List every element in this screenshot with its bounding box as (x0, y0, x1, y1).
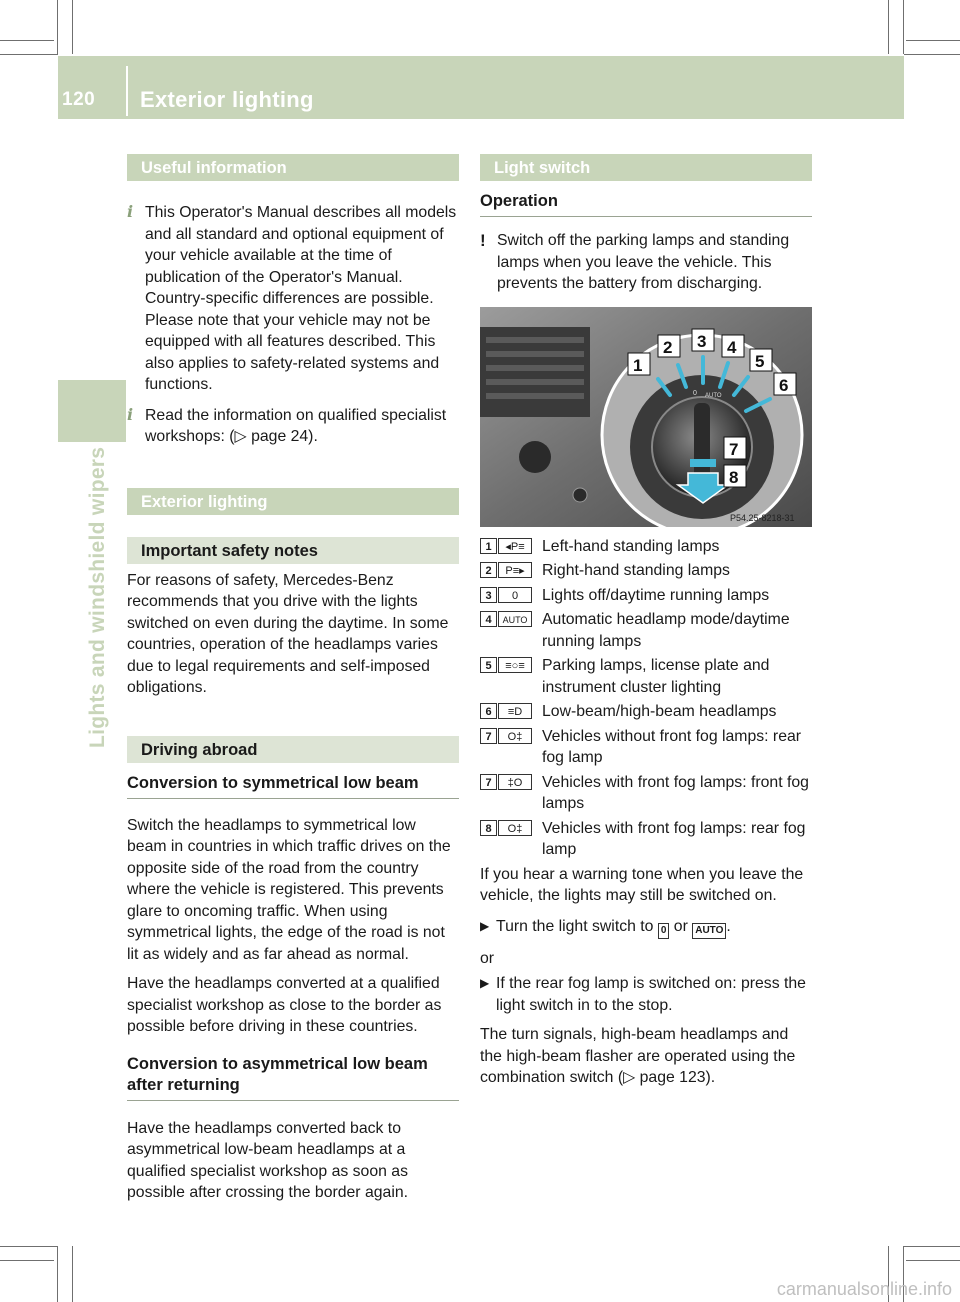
section-bar-light-switch: Light switch (480, 154, 812, 181)
air-vent-slat (486, 379, 584, 385)
asymmetrical-paragraph: Have the headlamps converted back to asymmetrical low-beam headlamps at a qualified specialist workshop as soon as possible after crossing the border again. (127, 1119, 408, 1201)
switch-position-auto-key: AUTO (692, 923, 726, 939)
legend-key (480, 657, 532, 673)
info-icon: i (127, 202, 134, 221)
switch-position-0-key: 0 (658, 923, 670, 939)
legend-text: Vehicles without front fog lamps: rear fog lamp (542, 727, 802, 766)
heading-asymmetrical: Conversion to asymmetrical low beam after returning (127, 1054, 459, 1101)
legend-key (480, 820, 532, 836)
legend-number: 3 (480, 587, 497, 603)
callout-label-7: 7 (729, 439, 739, 459)
crop-mark (906, 40, 960, 41)
legend-number: 7 (480, 774, 497, 790)
legend-item (480, 560, 812, 582)
step-arrow-icon: ▶ (480, 976, 490, 990)
crop-mark (903, 0, 904, 54)
crop-mark (0, 1246, 58, 1247)
left-column (127, 154, 459, 1204)
right-standing-lamp-icon: P≡▸ (498, 562, 532, 578)
symmetrical-paragraph-2: Have the headlamps converted at a qualified specialist workshop as close to the border as possible before driving in these countries. (127, 975, 442, 1035)
crop-mark (0, 54, 58, 55)
chapter-label: Lights and windshield wipers (86, 446, 109, 748)
rear-fog-lamp-icon: O‡ (498, 728, 532, 744)
legend-item (480, 818, 812, 861)
crop-mark (0, 1260, 54, 1261)
auto-headlamp-icon: AUTO (498, 611, 532, 627)
left-standing-lamp-icon: ◂P≡ (498, 538, 532, 554)
legend-key (480, 611, 532, 627)
legend-number: 1 (480, 538, 497, 554)
info-note-text: Read the information on qualified specialist workshops: (▷ page 24). (145, 406, 447, 445)
safety-paragraph: For reasons of safety, Mercedes-Benz recommends that you drive with the lights switched on even during the daytime. In some countries, operation of the headlamps varies due to legal requirements and self-imposed obligations. (127, 571, 449, 696)
crop-mark (72, 0, 73, 54)
legend-item (480, 655, 812, 698)
chapter-tab (58, 380, 126, 442)
warning-note (480, 230, 812, 295)
legend-text: Vehicles with front fog lamps: rear fog lamp (542, 819, 806, 858)
parking-brake-button (573, 488, 587, 502)
warning-text: Switch off the parking lamps and standing lamps when you leave the vehicle. This prevents the battery from discharging. (497, 232, 790, 292)
heading-symmetrical: Conversion to symmetrical low beam (127, 773, 459, 799)
legend-item (480, 585, 812, 607)
info-note (127, 202, 459, 396)
rear-fog-lamp-icon: O‡ (498, 820, 532, 836)
callout-label-8: 8 (729, 467, 739, 487)
crop-mark (72, 1246, 73, 1302)
lights-off-icon: 0 (498, 587, 532, 603)
legend-number: 2 (480, 562, 497, 578)
legend-number: 6 (480, 703, 497, 719)
legend-key (480, 703, 532, 719)
callout-label-3: 3 (697, 331, 707, 351)
legend-key (480, 562, 532, 578)
legend-text: Left-hand standing lamps (542, 537, 720, 555)
instruction-step (480, 973, 812, 1016)
push-arrow-bar (690, 459, 716, 467)
step-text: or (673, 917, 688, 935)
callout-label-4: 4 (727, 337, 737, 357)
legend-text: Right-hand standing lamps (542, 562, 730, 579)
subsection-bar-driving-abroad: Driving abroad (127, 736, 459, 763)
legend-key (480, 587, 532, 603)
legend-key (480, 774, 532, 790)
legend-text: Low-beam/high-beam headlamps (542, 703, 777, 720)
callout-label-2: 2 (663, 337, 673, 357)
crop-mark (904, 54, 960, 55)
page-title: Exterior lighting (140, 87, 314, 112)
step-text: Turn the light switch to (496, 917, 654, 935)
or-text: or (480, 949, 495, 967)
header-divider (126, 66, 128, 116)
section-bar-useful-information: Useful information (127, 154, 459, 181)
switch-marking-auto: AUTO (705, 392, 722, 399)
legend-text: Vehicles with front fog lamps: front fog lamps (542, 773, 809, 812)
info-note (127, 405, 459, 448)
symmetrical-paragraph: Switch the headlamps to symmetrical low beam in countries in which traffic drives on the opposite side of the road from the country where the vehicle is registered. This prevents glare to oncoming traffic. When using symmetrical lights, the edge of the road is not lit as widely and as far ahead as normal. (127, 816, 451, 963)
turn-signal-paragraph: The turn signals, high-beam headlamps and the high-beam flasher are operated using the combination switch (▷ page 123). (480, 1026, 796, 1086)
legend-number: 7 (480, 728, 497, 744)
section-bar-exterior-lighting: Exterior lighting (127, 488, 459, 515)
callout-label-6: 6 (779, 375, 789, 395)
air-vent-slat (486, 365, 584, 371)
crop-mark (0, 40, 54, 41)
instruction-step (480, 916, 812, 939)
air-vent-slat (486, 351, 584, 357)
callout-label-5: 5 (755, 351, 765, 371)
step-arrow-icon: ▶ (480, 918, 490, 933)
legend-list (480, 536, 812, 861)
warning-tone-paragraph: If you hear a warning tone when you leave the vehicle, the lights may still be switched on. (480, 865, 804, 904)
info-note-text: This Operator's Manual describes all models and all standard and optional equipment of your vehicle available at the time of publication of the Operator's Manual. Country-specific differences are possible. Please note that your vehicle may not be equipped with all features described. This also applies to safety-related systems and functions. (145, 204, 457, 393)
air-vent-slat (486, 393, 584, 399)
low-beam-icon: ≡D (498, 703, 532, 719)
legend-text: Lights off/daytime running lamps (542, 586, 770, 604)
front-fog-lamp-icon: ‡O (498, 774, 532, 790)
legend-text: Parking lamps, license plate and instrument cluster lighting (542, 657, 770, 696)
image-reference: P54.25-8218-31 (730, 512, 795, 523)
legend-item (480, 701, 812, 723)
crop-mark (904, 1246, 960, 1247)
crop-mark (906, 1260, 960, 1261)
info-icon: i (127, 404, 134, 424)
subsection-bar-safety-notes: Important safety notes (127, 537, 459, 564)
switch-marking-0: 0 (693, 389, 697, 397)
callout-label-1: 1 (633, 355, 643, 375)
legend-item (480, 772, 812, 815)
legend-item (480, 536, 812, 558)
legend-key (480, 728, 532, 744)
legend-number: 5 (480, 657, 497, 673)
legend-number: 4 (480, 611, 497, 627)
page-number: 120 (62, 89, 96, 110)
legend-item (480, 609, 812, 652)
warning-icon: ! (480, 231, 486, 250)
small-switch (519, 441, 551, 473)
watermark: carmanualsonline.info (776, 1279, 952, 1299)
legend-number: 8 (480, 820, 497, 836)
step-text: . (726, 917, 731, 935)
step-text: If the rear fog lamp is switched on: press the light switch in to the stop. (496, 975, 806, 1014)
air-vent-slat (486, 337, 584, 343)
right-column (480, 154, 812, 1089)
crop-mark (57, 0, 58, 54)
crop-mark (888, 0, 889, 54)
heading-operation: Operation (480, 191, 812, 217)
legend-item (480, 726, 812, 769)
crop-mark (57, 1246, 58, 1302)
legend-key (480, 538, 532, 554)
parking-lamps-icon: ≡○≡ (498, 657, 532, 673)
legend-text: Automatic headlamp mode/daytime running lamps (542, 611, 790, 650)
light-switch-photo (480, 307, 812, 527)
